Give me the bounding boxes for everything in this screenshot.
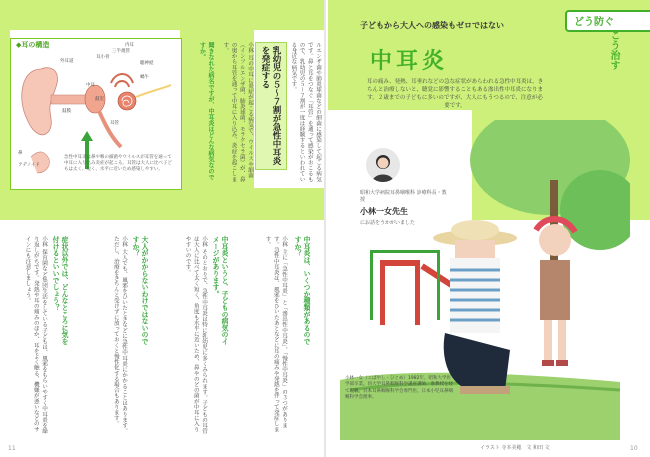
answer-3: 小林 大人でも、風邪をひいたときなどに急性中耳炎にかかることはあります。ただし、治療をきちんと受けずに放っておくと慢性化する場合もあります。 bbox=[112, 236, 127, 434]
label-adenoid: アデノイド bbox=[18, 163, 40, 168]
label-middle-ear: 中耳 bbox=[86, 83, 95, 88]
question-3: 大人がかからないわけではないのですか？ bbox=[131, 236, 148, 345]
diagram-caption: 急性中耳炎は鼻や喉の細菌やウイルスが耳管を通って中耳に入り込み炎症が起こる。耳管は大人に比べ子どもは太く、短く、水平に近いため感染しやすい。 bbox=[64, 155, 172, 172]
diagram-title: ◆耳の構造 bbox=[16, 41, 50, 49]
label-cochlea: 蝸牛 bbox=[140, 75, 149, 80]
doctor-org: 昭和大学病院耳鼻咽喉科 診療科長・教授 bbox=[360, 190, 447, 203]
label-outer-ear: 外耳道 bbox=[60, 59, 74, 64]
answer-4: 小林 保育園など集団生活をしている子どもは、風邪をもらいやすく中耳炎を繰り返しがちです。発熱や耳の痛みのほか、耳をよく触る、機嫌が悪いなどのサインにも注意しましょう。 bbox=[24, 236, 47, 434]
label-ossicles: 耳小骨 bbox=[96, 55, 110, 60]
label-nerve: 聴神経 bbox=[140, 61, 154, 66]
doctor-bio: 小林一女（こばやし・ひとめ）1982年、昭和大学医学部卒業。同大学耳鼻咽喉科学講座講師、准教授を経て現職。日本耳鼻咽喉科学会専門医、日本小児耳鼻咽喉科学会理事。 bbox=[345, 376, 453, 400]
credits: イラスト 寺本美穂 文 和田 文 bbox=[480, 445, 550, 451]
question-4: 症状以外では、どんなところに気を付けるといいでしょう？ bbox=[51, 236, 68, 345]
lead-paragraph: 耳の痛み、発熱、耳垂れなどの急な症状があらわれる急性中耳炎は、きちんと治療しないと、聴覚に影響することもある滲出性中耳炎になります。２歳までの子どもに多いのですが、大人にもうつるので、注意が必要です。 bbox=[366, 79, 544, 109]
top-subtitle: 子どもから大人への感染もゼロではない bbox=[360, 21, 504, 30]
label-tympanic: 鼓室 bbox=[95, 97, 104, 102]
label-eardrum: 鼓膜 bbox=[62, 109, 71, 114]
intro-answer: 小林 耳の中耳に炎症が起こる病気で、ウイルスや細菌（インフルエンザ菌、肺炎球菌、モラクセラ菌）が、鼻の奥から耳管を通って中耳に入り込み、炎症を起こします。 bbox=[222, 42, 253, 182]
label-nose: 鼻 bbox=[18, 151, 23, 156]
badge-line1: どう防ぐ bbox=[574, 17, 614, 28]
body-col-top: ルエンザ菌や肺炎球菌などの細菌に感染して起こる病気です。鼻と耳をつなぐ「耳管」を通って感染がおこるもので、乳幼児の５〜７割が一度は経験するといわれている身近な病気です。 bbox=[290, 42, 321, 182]
label-eustachian: 耳管 bbox=[110, 121, 119, 126]
left-page-number: 11 bbox=[8, 445, 16, 452]
doctor-role: にお話をうかがいました bbox=[360, 220, 416, 226]
answer-2: 小林 そのとおりで、急性中耳炎は特に乳幼児に多くみられます。子どもの耳管は大人に比べて太く短く、角度も水平に近いため、鼻やのどの菌が中耳に入りやすいのです。 bbox=[184, 236, 207, 434]
label-inner-ear: 内耳 bbox=[125, 43, 134, 48]
question-1: 中耳炎は、いくつか種類があるのですか？ bbox=[293, 236, 310, 345]
badge-line2: こう治す bbox=[608, 30, 619, 70]
intro-callout: 聞きなれた病名ですが、中耳炎はどんな病気なのですか。 bbox=[198, 42, 214, 180]
question-2: 中耳炎というと、子どもの病気のイメージがあります。 bbox=[211, 236, 228, 345]
main-title: 中耳炎 bbox=[370, 49, 449, 74]
doctor-name: 小林一女先生 bbox=[360, 207, 408, 216]
right-page-number: 10 bbox=[630, 445, 638, 452]
label-semicircular: 三半規管 bbox=[112, 49, 130, 54]
headline: 乳幼児の５〜７割が急性中耳炎を発症する bbox=[260, 46, 281, 165]
answer-1: 小林 主に「急性中耳炎」と「滲出性中耳炎」、「慢性中耳炎」の３つがあります。急性中耳炎は、風邪をひいたあとなどに耳の痛みや発熱を伴って発症します。 bbox=[264, 236, 287, 432]
left-top-band bbox=[0, 0, 324, 30]
left-mid-band bbox=[0, 188, 324, 220]
